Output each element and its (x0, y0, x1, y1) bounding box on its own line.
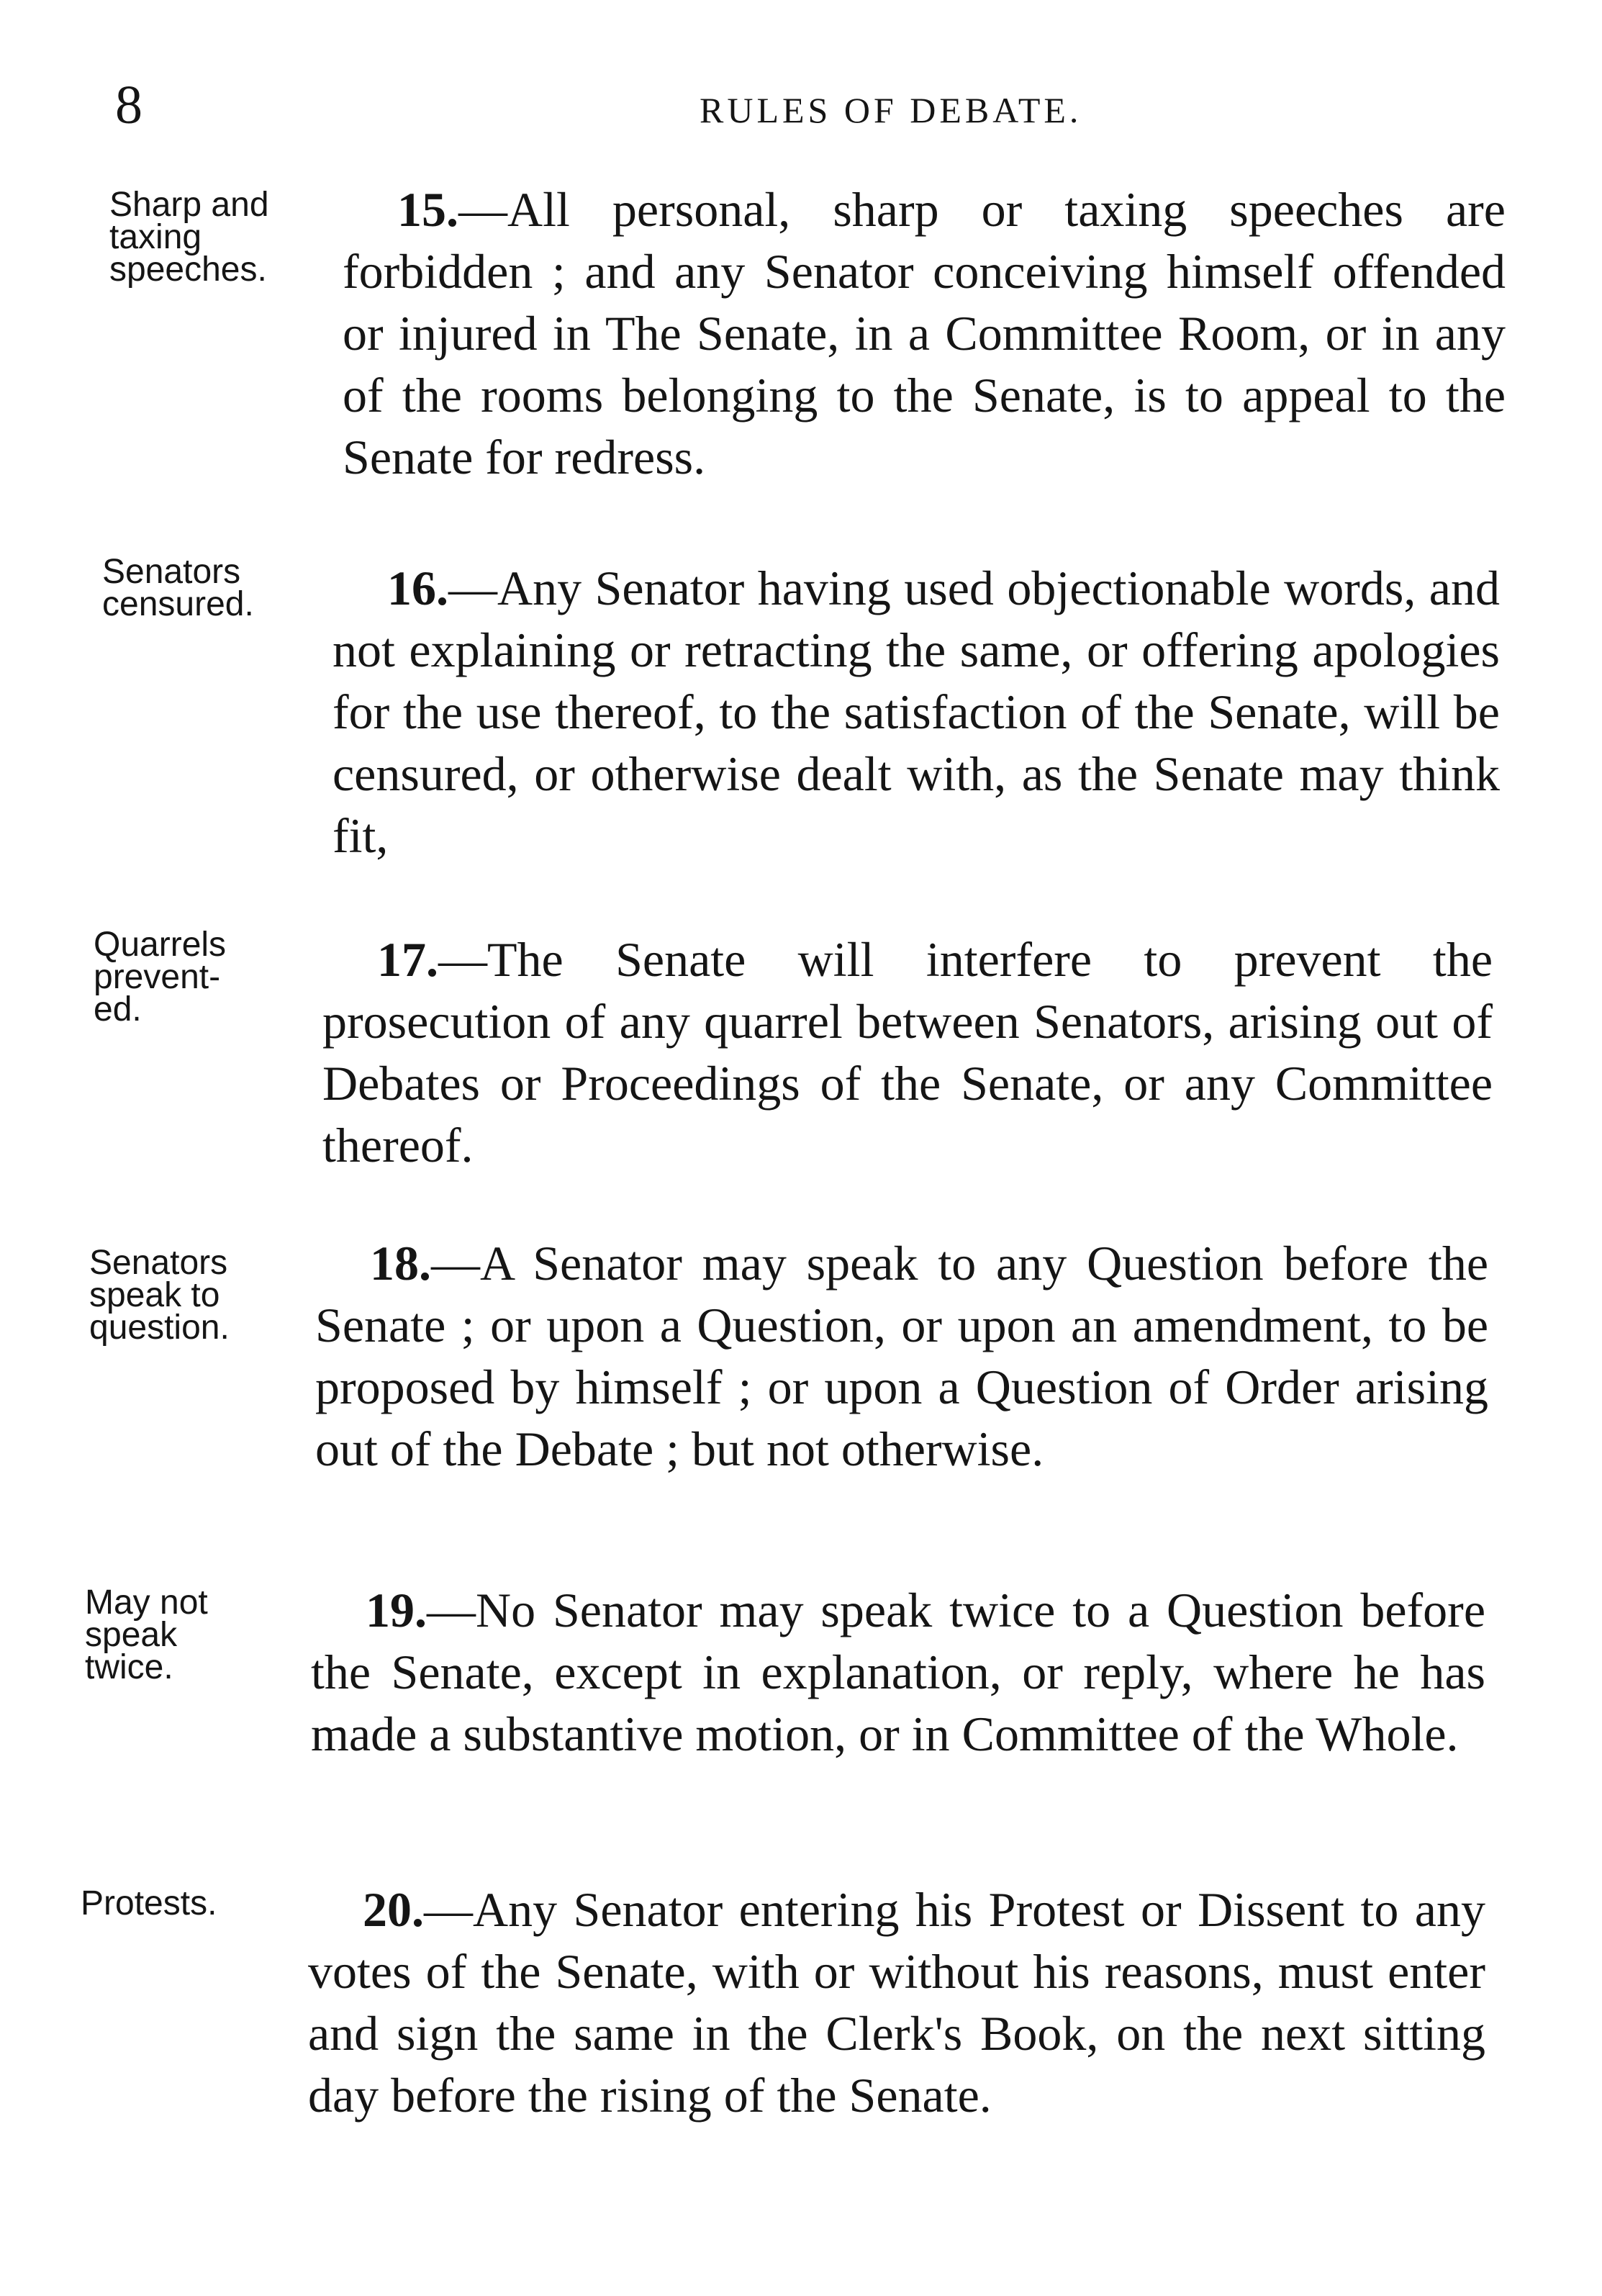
rule-text-18: —A Senator may speak to any Question before the Senate ; or upon a Question, or upon an amendment, to be proposed by himself ; or upon a Question of Order arising out of the Debate ; but not otherwise. (315, 1236, 1488, 1476)
running-head: RULES OF DEBATE. (700, 90, 1082, 130)
margin-note-protests: Protests. (81, 1884, 217, 1922)
rule-text-20: —Any Senator entering his Protest or Dissent to any votes of the Senate, with or without his reasons, must enter and sign the same in the Clerk's Book, on the next sitting day before the rising of the Senate. (308, 1882, 1485, 2123)
rule-paragraph-20 (308, 1879, 1485, 2126)
rule-number-20: 20. (363, 1882, 424, 1937)
rule-paragraph-17 (322, 928, 1493, 1176)
rule-number-15: 15. (397, 182, 458, 237)
margin-note-may-not-speak-twice: May not speak twice. (85, 1583, 208, 1686)
margin-note-senators-speak-to-question: Senators speak to question. (89, 1244, 230, 1347)
rule-number-17: 17. (377, 932, 438, 987)
margin-note-senators-censured: Senators censured. (102, 553, 254, 623)
rule-paragraph-18 (315, 1232, 1488, 1480)
rule-paragraph-15 (343, 178, 1506, 488)
margin-note-sharp-and-taxing-speeches: Sharp and taxing speeches. (109, 186, 269, 289)
rule-number-19: 19. (366, 1583, 427, 1637)
rule-text-19: —No Senator may speak twice to a Question before the Senate, except in explanation, or reply, where he has made a substantive motion, or in Committee of the Whole. (311, 1583, 1485, 1761)
rule-number-16: 16. (387, 561, 448, 615)
rule-paragraph-19 (311, 1579, 1485, 1765)
rule-number-18: 18. (370, 1236, 431, 1291)
rule-text-16: —Any Senator having used objectionable words, and not explaining or retracting the same, or offering apologies for the use thereof, to the satisfaction of the Senate, will be censured, or otherwise dealt with, as the Senate may think fit, (332, 561, 1500, 863)
margin-note-quarrels-prevented: Quarrels prevent- ed. (94, 926, 227, 1029)
rule-text-15: —All personal, sharp or taxing speeches are forbidden ; and any Senator conceiving himself offended or injured in The Senate, in a Committee Room, or in any of the rooms belonging to the Senate, is to appeal to the Senate for redress. (343, 182, 1506, 484)
page-number: 8 (115, 75, 142, 135)
rule-paragraph-16 (332, 557, 1500, 867)
page-header (0, 0, 1602, 144)
rule-text-17: —The Senate will interfere to prevent the prosecution of any quarrel between Senators, arising out of Debates or Proceedings of the Senate, or any Committee thereof. (322, 932, 1493, 1172)
